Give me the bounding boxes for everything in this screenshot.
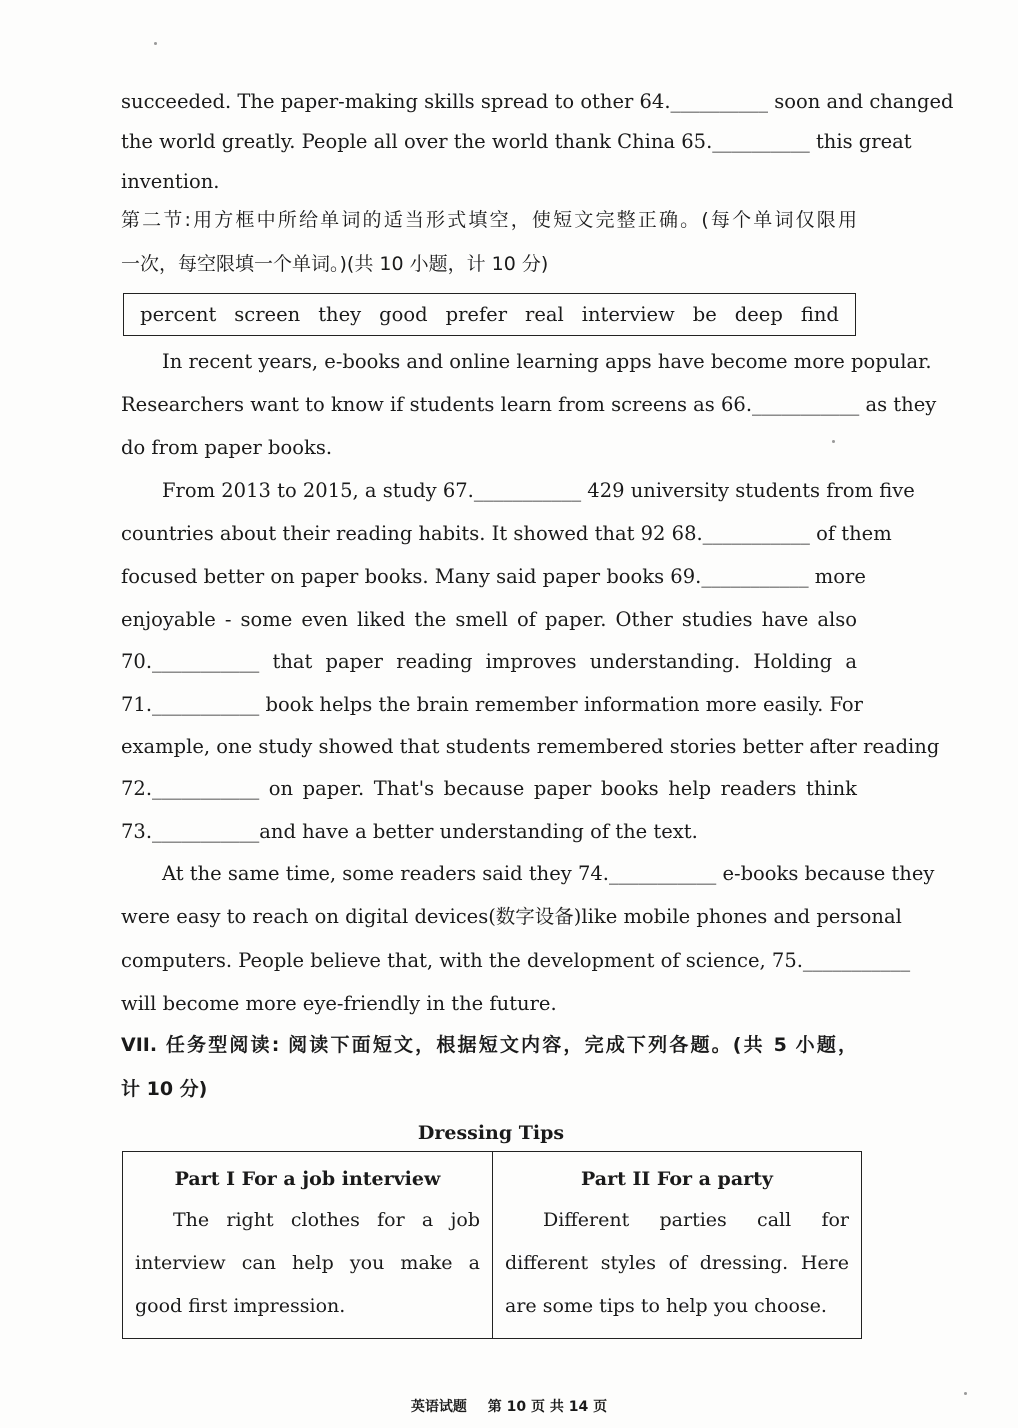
passage-line: From 2013 to 2015, a study 67.___________ 429 university students from five	[162, 479, 915, 502]
passage-line: 71.___________ book helps the brain remember information more easily. For	[121, 693, 863, 716]
passage-line: 70.___________ that paper reading improves understanding. Holding a	[121, 650, 857, 673]
dressing-tips-title: Dressing Tips	[417, 1122, 565, 1144]
passage-line: enjoyable - some even liked the smell of paper. Other studies have also	[121, 608, 857, 631]
word-bank-item: be	[692, 303, 717, 326]
scan-speck	[154, 42, 157, 45]
section-instruction-1: 第二节:用方框中所给单词的适当形式填空，使短文完整正确。(每个单词仅限用	[121, 209, 857, 231]
footer-subject: 英语试题	[410, 1399, 467, 1415]
passage-line: computers. People believe that, with the development of science, 75.___________	[121, 949, 911, 972]
word-bank-item: they	[318, 303, 362, 326]
word-bank-item: prefer	[445, 303, 508, 326]
dressing-tips-table	[122, 1151, 862, 1339]
scan-speck	[832, 440, 835, 443]
passage-line: 73.___________and have a better understanding of the text.	[121, 820, 698, 843]
word-bank-item: percent	[140, 303, 217, 326]
scan-speck	[964, 1392, 967, 1395]
column-heading: Part I For a job interview	[174, 1168, 441, 1190]
page-footer	[0, 1396, 1018, 1416]
passage-line: focused better on paper books. Many said paper books 69.___________ more	[121, 565, 866, 588]
word-bank-item: interview	[581, 303, 675, 326]
passage-line: countries about their reading habits. It showed that 92 68.___________ of them	[121, 522, 892, 545]
passage-line: In recent years, e-books and online learning apps have become more popular.	[162, 350, 932, 373]
passage-line: At the same time, some readers said they 74.___________ e-books because they	[162, 862, 935, 885]
section-heading-vii: VII. 任务型阅读: 阅读下面短文，根据短文内容，完成下列各题。(共 5 小题，	[121, 1034, 857, 1056]
word-bank-item: real	[525, 303, 564, 326]
passage-line: Researchers want to know if students learn from screens as 66.___________ as they	[121, 393, 937, 416]
section-heading-vii-score: 计 10 分)	[121, 1078, 208, 1100]
column-heading: Part II For a party	[581, 1168, 773, 1190]
text-line-2: the world greatly. People all over the world thank China 65.__________ this great	[121, 130, 912, 153]
passage-line: will become more eye-friendly in the future.	[121, 992, 557, 1015]
text-line-1: succeeded. The paper-making skills spread to other 64.__________ soon and changed	[121, 90, 954, 113]
passage-line: example, one study showed that students remembered stories better after reading	[121, 735, 940, 758]
passage-line: do from paper books.	[121, 436, 333, 459]
tips-column-job-interview	[123, 1152, 492, 1338]
word-bank-box	[123, 293, 856, 336]
column-body: Different parties call for different styles of dressing. Here are some tips to help you choose.	[505, 1209, 849, 1317]
tips-column-party	[492, 1152, 861, 1338]
text-line-3: invention.	[121, 170, 220, 193]
section-instruction-2: 一次，每空限填一个单词。)(共 10 小题，计 10 分)	[121, 253, 549, 275]
word-bank-item: find	[800, 303, 839, 326]
passage-line: 72.___________ on paper. That's because paper books help readers think	[121, 777, 857, 800]
column-body: The right clothes for a job interview can help you make a good first impression.	[135, 1209, 480, 1317]
footer-page-number: 第 10 页 共 14 页	[487, 1399, 608, 1415]
word-bank-item: good	[379, 303, 428, 326]
passage-line: were easy to reach on digital devices(数字设备)like mobile phones and personal	[121, 905, 902, 928]
word-bank-item: screen	[234, 303, 301, 326]
word-bank-item: deep	[734, 303, 783, 326]
